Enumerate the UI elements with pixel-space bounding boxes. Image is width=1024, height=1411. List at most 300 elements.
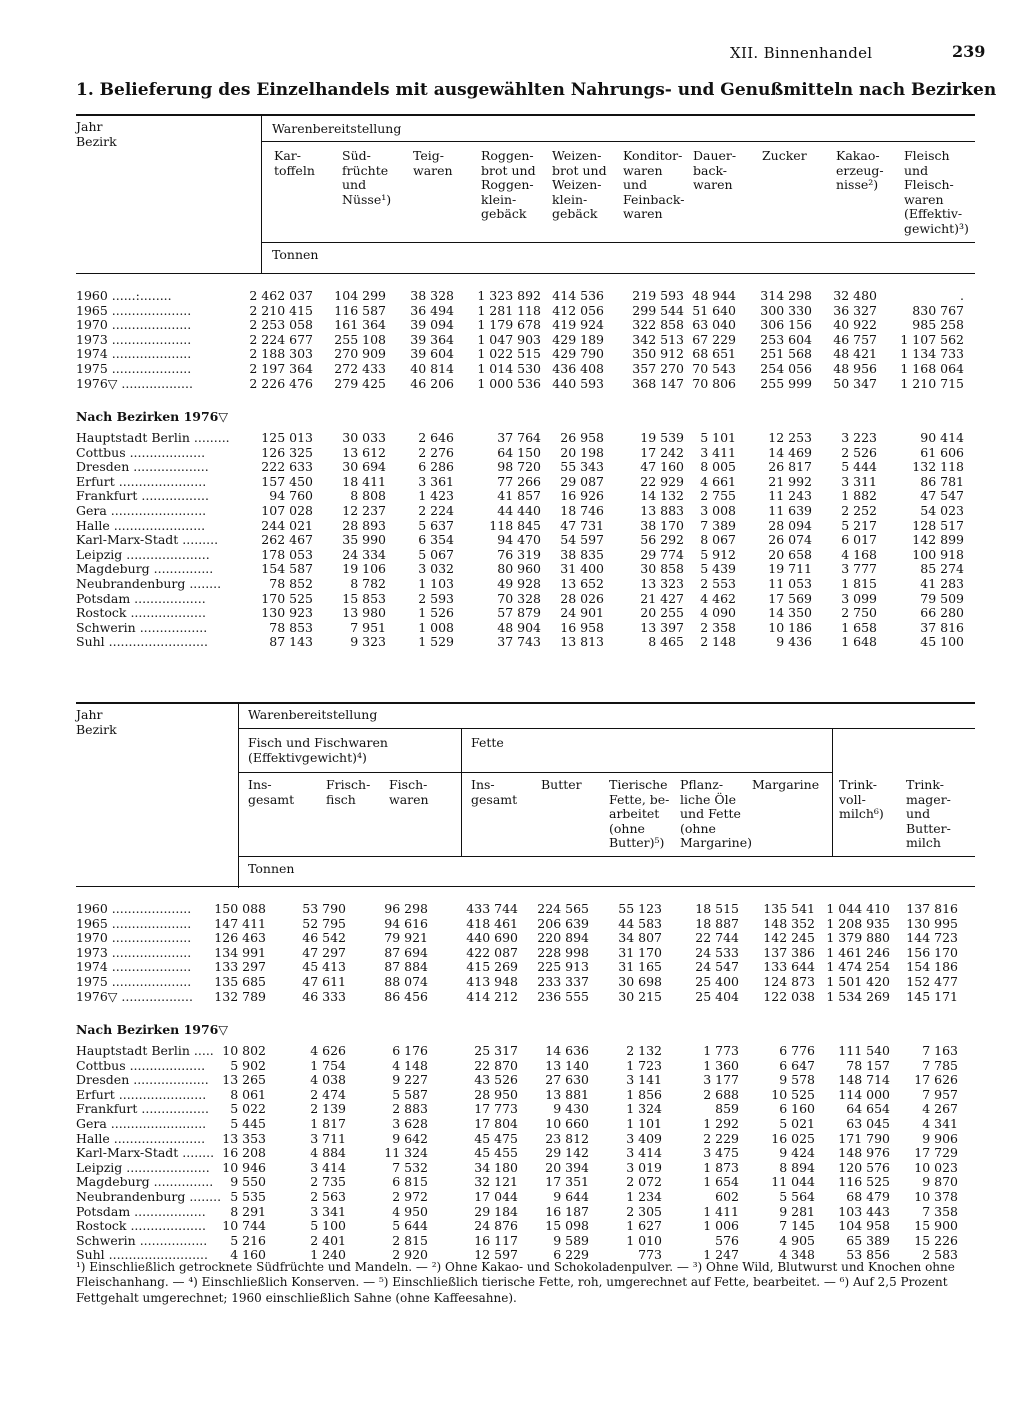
subgroup-fish: Fisch und Fischwaren (Effektivgewicht)⁴)	[248, 735, 388, 765]
table-cell: 21 992	[768, 473, 812, 489]
table-cell: .	[960, 288, 964, 303]
table-cell: 1 047 903	[477, 331, 541, 347]
table-cell: 357 270	[632, 361, 684, 376]
table-cell: 94 760	[269, 488, 313, 504]
table-cell: 16 926	[560, 488, 604, 504]
table-cell: 8 061	[230, 1086, 266, 1102]
table-cell: 63 045	[846, 1116, 890, 1131]
table-cell: 24 876	[474, 1218, 518, 1234]
table-cell: 1 014 530	[477, 361, 541, 376]
table-cell: 8 067	[700, 532, 736, 548]
table-cell: 50 347	[833, 375, 877, 391]
table-cell: 7 951	[350, 619, 386, 635]
table-row	[76, 606, 975, 621]
table-row	[76, 519, 975, 534]
table-cell: 150 088	[214, 901, 266, 916]
table-cell: 236 555	[537, 988, 589, 1004]
table-cell: 225 913	[537, 959, 589, 975]
table-cell: 68 479	[846, 1189, 890, 1204]
table-cell: 32 121	[474, 1174, 518, 1190]
table-cell: 2 305	[626, 1203, 662, 1219]
table-row	[76, 1161, 975, 1176]
column-header: Fleisch und Fleisch- waren (Effektiv- gewicht)³)	[904, 148, 969, 236]
table-cell: 86 456	[384, 988, 428, 1004]
table-cell: 78 852	[269, 576, 313, 591]
table-cell: 36 494	[410, 302, 454, 318]
table-cell: 137 386	[763, 944, 815, 960]
row-label: 1960 ....................	[76, 901, 192, 916]
table-cell: 16 208	[222, 1145, 266, 1161]
table-cell: 414 536	[552, 288, 604, 303]
table-cell: 18 515	[695, 901, 739, 916]
table-cell: 3 361	[418, 473, 454, 489]
table-food-supply-1	[76, 114, 975, 654]
column-header: Trink- mager- und Butter- milch	[906, 777, 951, 851]
table-cell: 45 100	[920, 634, 964, 650]
table-row	[76, 902, 975, 917]
table-cell: 5 022	[230, 1101, 266, 1117]
table-cell: 37 764	[497, 430, 541, 445]
column-header: Ins- gesamt	[248, 777, 295, 807]
table-cell: 49 928	[497, 576, 541, 591]
table-cell: 2 226 476	[249, 375, 313, 391]
table-cell: 3 414	[310, 1159, 346, 1175]
table-cell: 1 234	[626, 1189, 662, 1204]
table-row	[76, 377, 975, 392]
table-cell: 15 900	[914, 1218, 958, 1234]
table-cell: 1 815	[841, 576, 877, 591]
table-cell: 20 255	[640, 605, 684, 621]
table-cell: 34 807	[618, 930, 662, 946]
unit-label: Tonnen	[248, 861, 295, 876]
table-cell: 16 025	[771, 1130, 815, 1146]
table-cell: 1 379 880	[826, 930, 890, 946]
table-cell: 148 714	[838, 1072, 890, 1088]
table-cell: 2 646	[418, 430, 454, 445]
table-cell: 30 698	[618, 974, 662, 989]
table-cell: 985 258	[912, 317, 964, 333]
table-cell: 4 626	[310, 1043, 346, 1058]
table-cell: 4 341	[922, 1116, 958, 1131]
row-label: Magdeburg ...............	[76, 1174, 214, 1190]
row-label: 1970 ....................	[76, 317, 192, 333]
table-cell: 3 032	[418, 561, 454, 577]
table-cell: 11 053	[768, 576, 812, 591]
table-cell: 152 477	[906, 974, 958, 989]
table-cell: 419 924	[552, 317, 604, 333]
table-cell: 2 553	[700, 576, 736, 591]
table-cell: 5 912	[700, 546, 736, 562]
stub-header: Jahr Bezirk	[76, 707, 117, 737]
table-cell: 2 139	[310, 1101, 346, 1117]
table-cell: 1 873	[703, 1159, 739, 1175]
table-cell: 9 227	[392, 1072, 428, 1088]
table-cell: 2 462 037	[249, 288, 313, 303]
row-label: 1976▽ ..................	[76, 988, 193, 1004]
table-row	[76, 362, 975, 377]
table-cell: 436 408	[552, 361, 604, 376]
table-cell: 13 265	[222, 1072, 266, 1088]
table-cell: 7 389	[700, 517, 736, 533]
table-cell: 26 074	[768, 532, 812, 548]
table-cell: 1 168 064	[900, 361, 964, 376]
table-cell: 4 168	[841, 546, 877, 562]
table-cell: 2 920	[392, 1247, 428, 1263]
table-cell: 30 858	[640, 561, 684, 577]
table-cell: 31 170	[618, 944, 662, 960]
table-cell: 5 644	[392, 1218, 428, 1234]
table-cell: 10 744	[222, 1218, 266, 1234]
table-cell: 3 777	[841, 561, 877, 577]
column-header: Konditor- waren und Feinback- waren	[623, 148, 685, 222]
table-cell: 9 870	[922, 1174, 958, 1190]
table-cell: 98 720	[497, 459, 541, 475]
table-cell: 14 469	[768, 444, 812, 460]
table-cell: 70 543	[692, 361, 736, 376]
table-cell: 4 267	[922, 1101, 958, 1117]
table-cell: 26 817	[768, 459, 812, 475]
table-cell: 40 814	[410, 361, 454, 376]
table-cell: 255 999	[760, 375, 812, 391]
table-cell: 26 958	[560, 430, 604, 445]
table-cell: 1 461 246	[826, 944, 890, 960]
row-label: Schwerin .................	[76, 1232, 208, 1248]
table-cell: 122 038	[763, 988, 815, 1004]
table-cell: 79 509	[920, 590, 964, 606]
table-cell: 3 099	[841, 590, 877, 606]
table-cell: 28 950	[474, 1086, 518, 1102]
table-cell: 11 639	[768, 503, 812, 518]
table-row	[76, 1175, 975, 1190]
table-cell: 2 563	[310, 1189, 346, 1204]
row-label: Halle .......................	[76, 517, 206, 533]
table-cell: 1 323 892	[477, 288, 541, 303]
table-cell: 30 033	[342, 430, 386, 445]
table-cell: 142 899	[912, 532, 964, 548]
table-cell: 414 212	[466, 988, 518, 1004]
table-cell: 9 906	[922, 1130, 958, 1146]
table-cell: 13 323	[640, 576, 684, 591]
table-cell: 3 409	[626, 1130, 662, 1146]
table-cell: 46 542	[302, 930, 346, 946]
table-cell: 1 103	[418, 576, 454, 591]
row-label: 1965 ....................	[76, 302, 192, 318]
table-cell: 37 816	[920, 619, 964, 635]
table-cell: 48 421	[833, 346, 877, 362]
table-cell: 39 364	[410, 331, 454, 347]
table-cell: 1 210 715	[900, 375, 964, 391]
table-cell: 38 328	[410, 288, 454, 303]
table-cell: 148 976	[838, 1145, 890, 1161]
running-title: XII. Binnenhandel	[730, 44, 873, 62]
row-label: Cottbus ...................	[76, 1057, 206, 1073]
table-cell: 20 394	[545, 1159, 589, 1175]
column-header: Fisch- waren	[389, 777, 429, 807]
table-cell: 4 090	[700, 605, 736, 621]
column-header: Tierische Fette, be- arbeitet (ohne Butter)⁵)	[609, 777, 670, 851]
table-row	[76, 1132, 975, 1147]
table-cell: 206 639	[537, 915, 589, 931]
table-cell: 14 636	[545, 1043, 589, 1058]
table-cell: 2 750	[841, 605, 877, 621]
table-cell: 16 958	[560, 619, 604, 635]
table-row	[76, 489, 975, 504]
table-cell: 3 628	[392, 1116, 428, 1131]
table-cell: 25 400	[695, 974, 739, 989]
row-label: Karl-Marx-Stadt ........	[76, 1145, 215, 1161]
table-cell: 300 330	[760, 302, 812, 318]
row-label: Frankfurt .................	[76, 1101, 209, 1117]
table-cell: 2 883	[392, 1101, 428, 1117]
table-cell: 342 513	[632, 331, 684, 347]
row-label: Frankfurt .................	[76, 488, 209, 504]
table-row	[76, 592, 975, 607]
table-cell: 157 450	[261, 473, 313, 489]
table-cell: 78 157	[846, 1057, 890, 1073]
row-label: Potsdam ..................	[76, 590, 206, 606]
table-cell: 8 465	[648, 634, 684, 650]
table-cell: 20 658	[768, 546, 812, 562]
table-row	[76, 621, 975, 636]
table-cell: 25 317	[474, 1043, 518, 1058]
table-cell: 17 044	[474, 1189, 518, 1204]
table-cell: 2 358	[700, 619, 736, 635]
table-cell: 254 056	[760, 361, 812, 376]
table-cell: 1 723	[626, 1057, 662, 1073]
table-cell: 1 292	[703, 1116, 739, 1131]
table-cell: 114 000	[838, 1086, 890, 1102]
table-cell: 67 229	[692, 331, 736, 347]
table-cell: 144 723	[906, 930, 958, 946]
table-row	[76, 1190, 975, 1205]
table-cell: 8 291	[230, 1203, 266, 1219]
table-cell: 13 813	[560, 634, 604, 650]
table-cell: 15 853	[342, 590, 386, 606]
table-cell: 1 179 678	[477, 317, 541, 333]
table-cell: 9 644	[553, 1189, 589, 1204]
row-label: Gera ........................	[76, 1116, 207, 1131]
unit-label: Tonnen	[272, 247, 319, 262]
table-cell: 32 480	[833, 288, 877, 303]
table-cell: 170 525	[261, 590, 313, 606]
table-cell: 63 040	[692, 317, 736, 333]
table-cell: 156 170	[906, 944, 958, 960]
table-cell: 23 812	[545, 1130, 589, 1146]
table-cell: 132 789	[214, 988, 266, 1004]
table-cell: 6 776	[779, 1043, 815, 1058]
table-cell: 70 328	[497, 590, 541, 606]
table-row	[76, 460, 975, 475]
table-cell: 47 611	[302, 974, 346, 989]
table-cell: 64 150	[497, 444, 541, 460]
table-cell: 13 980	[342, 605, 386, 621]
table-cell: 55 343	[560, 459, 604, 475]
table-cell: 90 414	[920, 430, 964, 445]
table-cell: 29 142	[545, 1145, 589, 1161]
table-cell: 2 276	[418, 444, 454, 460]
table-cell: 6 176	[392, 1043, 428, 1058]
table-cell: 5 445	[230, 1116, 266, 1131]
group-header: Warenbereitstellung	[248, 707, 378, 722]
table-cell: 1 044 410	[826, 901, 890, 916]
table-cell: 48 956	[833, 361, 877, 376]
table-cell: 6 286	[418, 459, 454, 475]
table-cell: 10 946	[222, 1159, 266, 1175]
table-cell: 19 106	[342, 561, 386, 577]
table-cell: 1 501 420	[826, 974, 890, 989]
table-cell: 24 334	[342, 546, 386, 562]
table-cell: 54 597	[560, 532, 604, 548]
table-cell: 1 423	[418, 488, 454, 504]
table-cell: 1 534 269	[826, 988, 890, 1004]
table-row	[76, 960, 975, 975]
table-cell: 773	[638, 1247, 662, 1263]
table-cell: 1 529	[418, 634, 454, 650]
table-cell: 9 323	[350, 634, 386, 650]
table-cell: 45 475	[474, 1130, 518, 1146]
table-cell: 24 547	[695, 959, 739, 975]
table-row	[76, 1073, 975, 1088]
table-cell: 4 661	[700, 473, 736, 489]
row-label: Hauptstadt Berlin .........	[76, 430, 230, 445]
row-label: Halle .......................	[76, 1130, 206, 1146]
table-cell: 25 404	[695, 988, 739, 1004]
table-cell: 8 894	[779, 1159, 815, 1175]
table-cell: 17 773	[474, 1101, 518, 1117]
table-row	[76, 1044, 975, 1059]
row-label: 1960 ......:........	[76, 288, 172, 303]
table-cell: 40 922	[833, 317, 877, 333]
table-cell: 85 274	[920, 561, 964, 577]
table-cell: 2 253 058	[249, 317, 313, 333]
table-cell: 1 006	[703, 1218, 739, 1234]
row-label: 1975 ....................	[76, 974, 192, 989]
table-cell: 314 298	[760, 288, 812, 303]
table-cell: 2 229	[703, 1130, 739, 1146]
table-cell: 130 923	[261, 605, 313, 621]
table-cell: 219 593	[632, 288, 684, 303]
column-header: Dauer- back- waren	[693, 148, 737, 193]
table-cell: 1 022 515	[477, 346, 541, 362]
table-cell: 22 744	[695, 930, 739, 946]
table-cell: 5 217	[841, 517, 877, 533]
row-label: Gera ........................	[76, 503, 207, 518]
row-label: 1970 ....................	[76, 930, 192, 946]
table-cell: 3 019	[626, 1159, 662, 1175]
table-cell: 100 918	[912, 546, 964, 562]
table-row	[76, 635, 975, 650]
table-row	[76, 347, 975, 362]
table-cell: 9 550	[230, 1174, 266, 1190]
table-cell: 2 252	[841, 503, 877, 518]
column-header: Pflanz- liche Öle und Fette (ohne Margarine)	[680, 777, 752, 851]
table-cell: 440 593	[552, 375, 604, 391]
table-cell: 79 921	[384, 930, 428, 946]
table-cell: 2 526	[841, 444, 877, 460]
table-cell: 54 023	[920, 503, 964, 518]
row-label: Potsdam ..................	[76, 1203, 206, 1219]
row-label: 1973 ....................	[76, 331, 192, 347]
table-cell: 1 208 935	[826, 915, 890, 931]
table-cell: 46 757	[833, 331, 877, 347]
table-cell: 87 884	[384, 959, 428, 975]
table-cell: 1 882	[841, 488, 877, 504]
table-cell: 52 795	[302, 915, 346, 931]
table-cell: 126 463	[214, 930, 266, 946]
table-cell: 103 443	[838, 1203, 890, 1219]
table-cell: 306 156	[760, 317, 812, 333]
table-cell: 47 731	[560, 517, 604, 533]
group-header: Warenbereitstellung	[272, 121, 402, 136]
table-cell: 104 958	[838, 1218, 890, 1234]
table-cell: 2 210 415	[249, 302, 313, 318]
table-cell: 171 790	[838, 1130, 890, 1146]
table-cell: 6 647	[779, 1057, 815, 1073]
table-cell: 12 237	[342, 503, 386, 518]
table-cell: 251 568	[760, 346, 812, 362]
column-header: Roggen- brot und Roggen- klein- gebäck	[481, 148, 536, 222]
table-row	[76, 562, 975, 577]
table-row	[76, 1117, 975, 1132]
table-cell: 1 627	[626, 1218, 662, 1234]
table-row	[76, 431, 975, 446]
table-cell: 46 206	[410, 375, 454, 391]
table-cell: 1 107 562	[900, 331, 964, 347]
table-cell: 5 101	[700, 430, 736, 445]
table-cell: 47 297	[302, 944, 346, 960]
table-cell: 6 815	[392, 1174, 428, 1190]
table-cell: 602	[715, 1189, 739, 1204]
table-cell: 30 694	[342, 459, 386, 475]
row-label: Dresden ...................	[76, 459, 209, 475]
table-cell: 440 690	[466, 930, 518, 946]
table-cell: 13 612	[342, 444, 386, 460]
table-cell: 1 010	[626, 1232, 662, 1248]
table-cell: 415 269	[466, 959, 518, 975]
table-cell: 9 589	[553, 1232, 589, 1248]
table-cell: 830 767	[912, 302, 964, 318]
table-food-supply-2	[76, 702, 975, 1263]
row-label: Karl-Marx-Stadt .........	[76, 532, 219, 548]
table-cell: 10 802	[222, 1043, 266, 1058]
table-cell: 148 352	[763, 915, 815, 931]
table-cell: 80 960	[497, 561, 541, 577]
table-cell: 17 626	[914, 1072, 958, 1088]
row-label: Leipzig .....................	[76, 1159, 210, 1175]
table-cell: 2 188 303	[249, 346, 313, 362]
table-cell: 45 413	[302, 959, 346, 975]
table-row	[76, 1146, 975, 1161]
table-cell: 2 735	[310, 1174, 346, 1190]
table-cell: 10 186	[768, 619, 812, 635]
table-cell: 64 654	[846, 1101, 890, 1117]
table-cell: 2 072	[626, 1174, 662, 1190]
table-cell: 10 023	[914, 1159, 958, 1175]
table-cell: 133 297	[214, 959, 266, 975]
table-cell: 4 348	[779, 1247, 815, 1263]
table-cell: 3 711	[310, 1130, 346, 1146]
table-cell: 120 576	[838, 1159, 890, 1175]
row-label: 1976▽ ..................	[76, 375, 193, 391]
table-cell: 4 884	[310, 1145, 346, 1161]
column-header: Kakao- erzeug- nisse²)	[836, 148, 884, 193]
table-row	[76, 990, 975, 1005]
table-cell: 78 853	[269, 619, 313, 635]
table-cell: 4 905	[779, 1232, 815, 1248]
table-cell: 14 350	[768, 605, 812, 621]
table-cell: 2 972	[392, 1189, 428, 1204]
table-cell: 107 028	[261, 503, 313, 518]
